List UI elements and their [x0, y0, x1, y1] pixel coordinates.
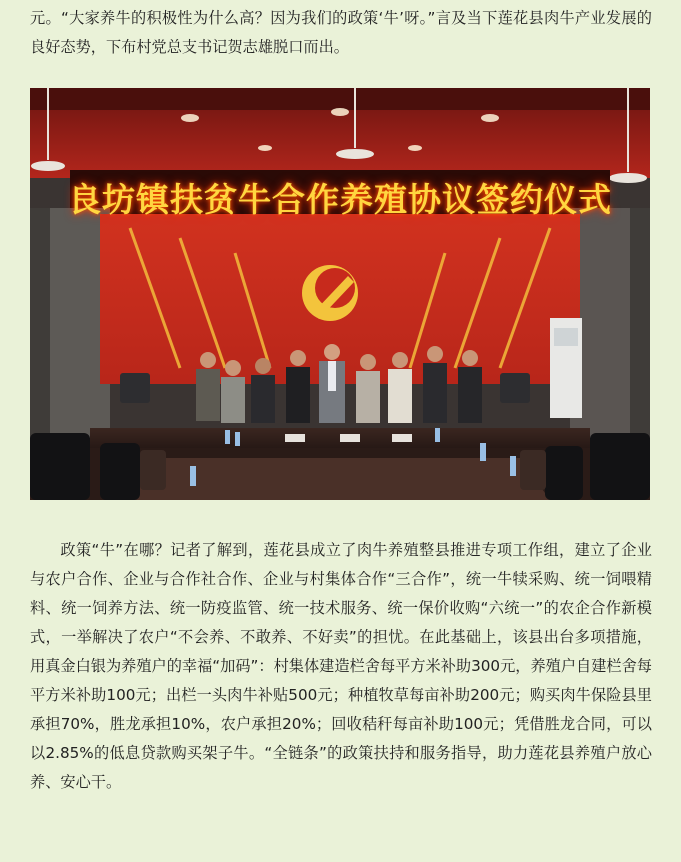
news-photo: [30, 88, 650, 500]
led-banner-text: 良坊镇扶贫牛合作养殖协议签约仪式: [68, 180, 612, 219]
article-paragraph-policy: 政策“牛”在哪？记者了解到，莲花县成立了肉牛养殖整县推进专项工作组，建立了企业与农户合作、企业与合作社合作、企业与村集体合作“三合作”，统一牛犊采购、统一饲喂精料、统一饲养方法、统一防疫监管、统一技术服务、统一保价收购“六统一”的农企合作新模式，一举解决了农户“不会养、不敢养、不好卖”的担忧。在此基础上，该县出台多项措施，用真金白银为养殖户的幸福“加码”：村集体建造栏舍每平方米补助300元，养殖户自建栏舍每平方米补助100元；出栏一头肉牛补贴500元；种植牧草每亩补助200元；购买肉牛保险县里承担70%，胜龙承担10%，农户承担20%；回收秸秆每亩补助100元；凭借胜龙合同，可以以2.85%的低息贷款购买架子牛。“全链条”的政策扶持和服务指导，助力莲花县养殖户放心养、安心干。: [30, 541, 652, 791]
article-paragraph-intro: 元。“大家养牛的积极性为什么高？因为我们的政策‘牛’呀。”言及当下莲花县肉牛产业发展的良好态势，下布村党总支书记贺志雄脱口而出。: [30, 9, 652, 56]
